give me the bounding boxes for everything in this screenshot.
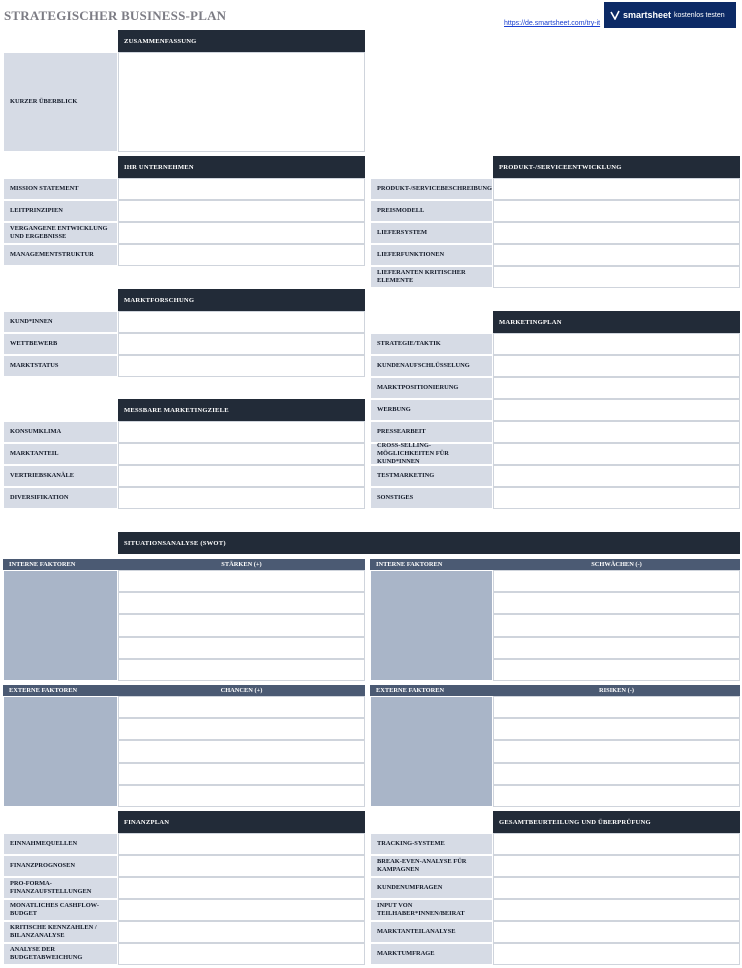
input-cell[interactable] [493, 421, 740, 443]
input-cell[interactable] [118, 465, 365, 487]
row-label: PRO-FORMA-FINANZAUFSTELLUNGEN [3, 877, 118, 899]
swot-side-header: EXTERNE FAKTOREN [3, 685, 118, 696]
input-cell[interactable] [118, 763, 365, 785]
input-cell[interactable] [493, 785, 740, 807]
swot-header-weaknesses: SCHWÄCHEN (-) [493, 559, 740, 570]
input-cell[interactable] [493, 399, 740, 421]
input-cell[interactable] [493, 833, 740, 855]
row-label: MARKTPOSITIONIERUNG [370, 377, 493, 399]
row-label: FINANZPROGNOSEN [3, 855, 118, 877]
page-title: STRATEGISCHER BUSINESS-PLAN [4, 8, 227, 23]
swot-header-opportunities: CHANCEN (+) [118, 685, 365, 696]
section-header-swot: SITUATIONSANALYSE (SWOT) [118, 532, 740, 554]
row-label: MARKTUMFRAGE [370, 943, 493, 965]
input-cell[interactable] [493, 659, 740, 681]
input-cell[interactable] [493, 696, 740, 718]
smartsheet-cta-button[interactable] [604, 2, 736, 28]
swot-side-header: INTERNE FAKTOREN [3, 559, 118, 570]
input-cell[interactable] [118, 921, 365, 943]
row-label: KRITISCHE KENNZAHLEN / BILANZANALYSE [3, 921, 118, 943]
row-label: LEITPRINZIPIEN [3, 200, 118, 222]
input-cell[interactable] [493, 200, 740, 222]
input-cell[interactable] [493, 443, 740, 465]
section-header-summary: ZUSAMMENFASSUNG [118, 30, 365, 52]
row-label: EINNAHMEQUELLEN [3, 833, 118, 855]
input-cell[interactable] [493, 465, 740, 487]
row-label: MONATLICHES CASHFLOW-BUDGET [3, 899, 118, 921]
input-cell[interactable] [493, 487, 740, 509]
input-cell[interactable] [118, 178, 365, 200]
input-cell[interactable] [118, 718, 365, 740]
row-label: KURZER ÜBERBLICK [3, 52, 118, 152]
row-label: LIEFERFUNKTIONEN [370, 244, 493, 266]
input-cell[interactable] [493, 355, 740, 377]
input-cell[interactable] [493, 921, 740, 943]
input-cell[interactable] [493, 333, 740, 355]
input-cell[interactable] [493, 266, 740, 288]
smartsheet-link[interactable]: https://de.smartsheet.com/try-it [504, 20, 601, 27]
smartsheet-logo-icon [610, 10, 620, 20]
section-header-market_research: MARKTFORSCHUNG [118, 289, 365, 311]
input-cell[interactable] [118, 943, 365, 965]
swot-side-header: EXTERNE FAKTOREN [370, 685, 493, 696]
input-cell[interactable] [493, 614, 740, 636]
row-label: VERTRIEBSKANÄLE [3, 465, 118, 487]
row-label: KUNDENUMFRAGEN [370, 877, 493, 899]
section-header-company: IHR UNTERNEHMEN [118, 156, 365, 178]
swot-side-panel [370, 696, 493, 807]
input-cell[interactable] [493, 222, 740, 244]
row-label: PREISMODELL [370, 200, 493, 222]
input-cell[interactable] [493, 855, 740, 877]
row-label: MANAGEMENTSTRUKTUR [3, 244, 118, 266]
input-cell[interactable] [493, 637, 740, 659]
row-label: PRESSEARBEIT [370, 421, 493, 443]
row-label: BREAK-EVEN-ANALYSE FÜR KAMPAGNEN [370, 855, 493, 877]
row-label: KONSUMKLIMA [3, 421, 118, 443]
section-header-marketing_plan: MARKETINGPLAN [493, 311, 740, 333]
row-label: LIEFERSYSTEM [370, 222, 493, 244]
row-label: KUNDENAUFSCHLÜSSELUNG [370, 355, 493, 377]
row-label: TRACKING-SYSTEME [370, 833, 493, 855]
section-header-goals: MESSBARE MARKETINGZIELE [118, 399, 365, 421]
swot-side-panel [3, 570, 118, 681]
input-cell[interactable] [493, 244, 740, 266]
swot-side-panel [3, 696, 118, 807]
row-label: MISSION STATEMENT [3, 178, 118, 200]
row-label: KUND*INNEN [3, 311, 118, 333]
input-cell[interactable] [493, 899, 740, 921]
input-cell[interactable] [118, 899, 365, 921]
row-label: LIEFERANTEN KRITISCHER ELEMENTE [370, 266, 493, 288]
swot-header-threats: RISIKEN (-) [493, 685, 740, 696]
row-label: MARKTANTEIL [3, 443, 118, 465]
cta-brand: smartsheet [623, 10, 672, 20]
input-cell[interactable] [493, 592, 740, 614]
input-cell[interactable] [118, 833, 365, 855]
input-cell[interactable] [118, 333, 365, 355]
input-cell[interactable] [493, 570, 740, 592]
input-cell[interactable] [118, 659, 365, 681]
input-cell[interactable] [118, 52, 365, 152]
section-header-product: PRODUKT-/SERVICEENTWICKLUNG [493, 156, 740, 178]
swot-side-panel [370, 570, 493, 681]
row-label: CROSS-SELLING-MÖGLICHKEITEN FÜR KUND*INNEN [370, 443, 493, 465]
input-cell[interactable] [118, 740, 365, 762]
input-cell[interactable] [118, 592, 365, 614]
input-cell[interactable] [493, 763, 740, 785]
row-label: VERGANGENE ENTWICKLUNG UND ERGEBNISSE [3, 222, 118, 244]
input-cell[interactable] [118, 421, 365, 443]
row-label: INPUT VON TEILHABER*INNEN/BEIRAT [370, 899, 493, 921]
input-cell[interactable] [118, 355, 365, 377]
input-cell[interactable] [493, 718, 740, 740]
row-label: TESTMARKETING [370, 465, 493, 487]
input-cell[interactable] [118, 244, 365, 266]
row-label: PRODUKT-/SERVICEBESCHREIBUNG [370, 178, 493, 200]
input-cell[interactable] [118, 311, 365, 333]
input-cell[interactable] [118, 487, 365, 509]
section-header-review: GESAMTBEURTEILUNG UND ÜBERPRÜFUNG [493, 811, 740, 833]
input-cell[interactable] [118, 855, 365, 877]
row-label: MARKTANTEILANALYSE [370, 921, 493, 943]
input-cell[interactable] [118, 200, 365, 222]
row-label: DIVERSIFIKATION [3, 487, 118, 509]
input-cell[interactable] [118, 785, 365, 807]
row-label: WETTBEWERB [3, 333, 118, 355]
input-cell[interactable] [118, 877, 365, 899]
input-cell[interactable] [118, 570, 365, 592]
input-cell[interactable] [493, 178, 740, 200]
input-cell[interactable] [493, 943, 740, 965]
row-label: ANALYSE DER BUDGETABWEICHUNG [3, 943, 118, 965]
input-cell[interactable] [118, 637, 365, 659]
input-cell[interactable] [118, 443, 365, 465]
input-cell[interactable] [493, 740, 740, 762]
input-cell[interactable] [118, 696, 365, 718]
input-cell[interactable] [118, 222, 365, 244]
swot-side-header: INTERNE FAKTOREN [370, 559, 493, 570]
row-label: STRATEGIE/TAKTIK [370, 333, 493, 355]
input-cell[interactable] [493, 377, 740, 399]
input-cell[interactable] [118, 614, 365, 636]
input-cell[interactable] [493, 877, 740, 899]
row-label: MARKTSTATUS [3, 355, 118, 377]
section-header-finance: FINANZPLAN [118, 811, 365, 833]
swot-header-strengths: STÄRKEN (+) [118, 559, 365, 570]
row-label: SONSTIGES [370, 487, 493, 509]
cta-text: kostenlos testen [674, 11, 725, 19]
row-label: WERBUNG [370, 399, 493, 421]
